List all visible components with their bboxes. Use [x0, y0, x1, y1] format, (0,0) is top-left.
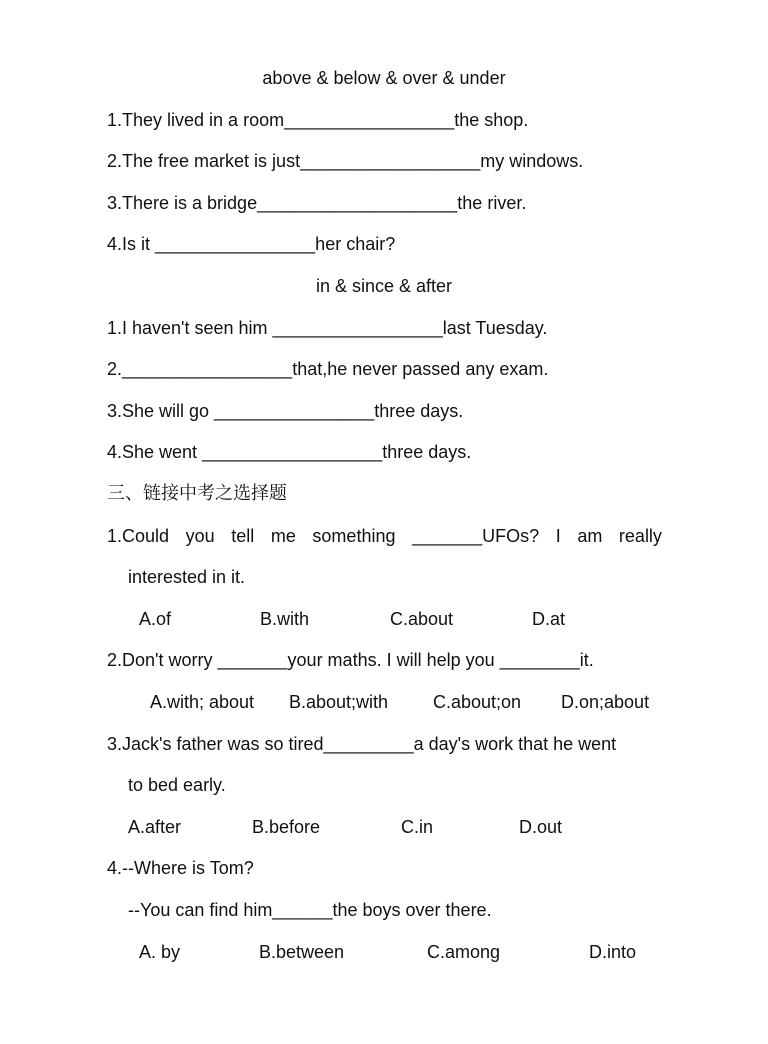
q2-option-c: C.about;on	[433, 692, 522, 712]
section1-item-3: 3.There is a bridge____________________the river.	[107, 193, 527, 213]
q2-option-b: B.about;with	[289, 692, 389, 712]
q3-option-a: A.after	[128, 817, 182, 837]
q1-word: am	[577, 526, 603, 546]
section2-item-2: 2._________________that,he never passed any exam.	[107, 359, 549, 379]
q1-option-a: A.of	[139, 609, 172, 629]
q2-option-d: D.on;about	[561, 692, 650, 712]
q1-word: 1.Could	[107, 526, 170, 546]
section1-item-4: 4.Is it ________________her chair?	[107, 234, 396, 254]
q1-word: really	[618, 526, 662, 546]
q1-word: something	[312, 526, 396, 546]
q3-option-d: D.out	[519, 817, 563, 837]
section1-heading: above & below & over & under	[262, 68, 506, 88]
q1-option-d: D.at	[532, 609, 566, 629]
q1-option-b: B.with	[260, 609, 310, 629]
q4-option-a: A. by	[139, 942, 181, 962]
question-4-line-2: --You can find him______the boys over there.	[128, 900, 492, 920]
q1-word: you	[185, 526, 215, 546]
section3-heading: 三、链接中考之选择题	[107, 483, 287, 504]
q3-option-b: B.before	[252, 817, 321, 837]
q3-option-c: C.in	[401, 817, 434, 837]
question-1-line-2: interested in it.	[128, 567, 246, 587]
q1-word: I	[555, 526, 561, 546]
question-1-line-1	[107, 524, 662, 548]
q2-option-a: A.with; about	[150, 692, 255, 712]
q4-option-b: B.between	[259, 942, 345, 962]
question-3-line-1: 3.Jack's father was so tired_________a day's work that he went	[107, 734, 617, 754]
question-3-line-2: to bed early.	[128, 775, 226, 795]
q1-word: me	[270, 526, 296, 546]
section2-heading: in & since & after	[315, 276, 453, 296]
q1-option-c: C.about	[390, 609, 454, 629]
q4-option-d: D.into	[589, 942, 637, 962]
q4-option-c: C.among	[427, 942, 501, 962]
section2-item-4: 4.She went __________________three days.	[107, 442, 472, 462]
section1-item-1: 1.They lived in a room_________________the shop.	[107, 110, 529, 130]
q1-word: _______UFOs?	[412, 526, 540, 546]
section1-item-2: 2.The free market is just__________________my windows.	[107, 151, 584, 171]
q1-word: tell	[231, 526, 255, 546]
question-4-line-1: 4.--Where is Tom?	[107, 858, 254, 878]
section2-item-3: 3.She will go ________________three days.	[107, 401, 464, 421]
question-2: 2.Don't worry _______your maths. I will help you ________it.	[107, 650, 594, 670]
section2-item-1: 1.I haven't seen him _________________last Tuesday.	[107, 318, 548, 338]
